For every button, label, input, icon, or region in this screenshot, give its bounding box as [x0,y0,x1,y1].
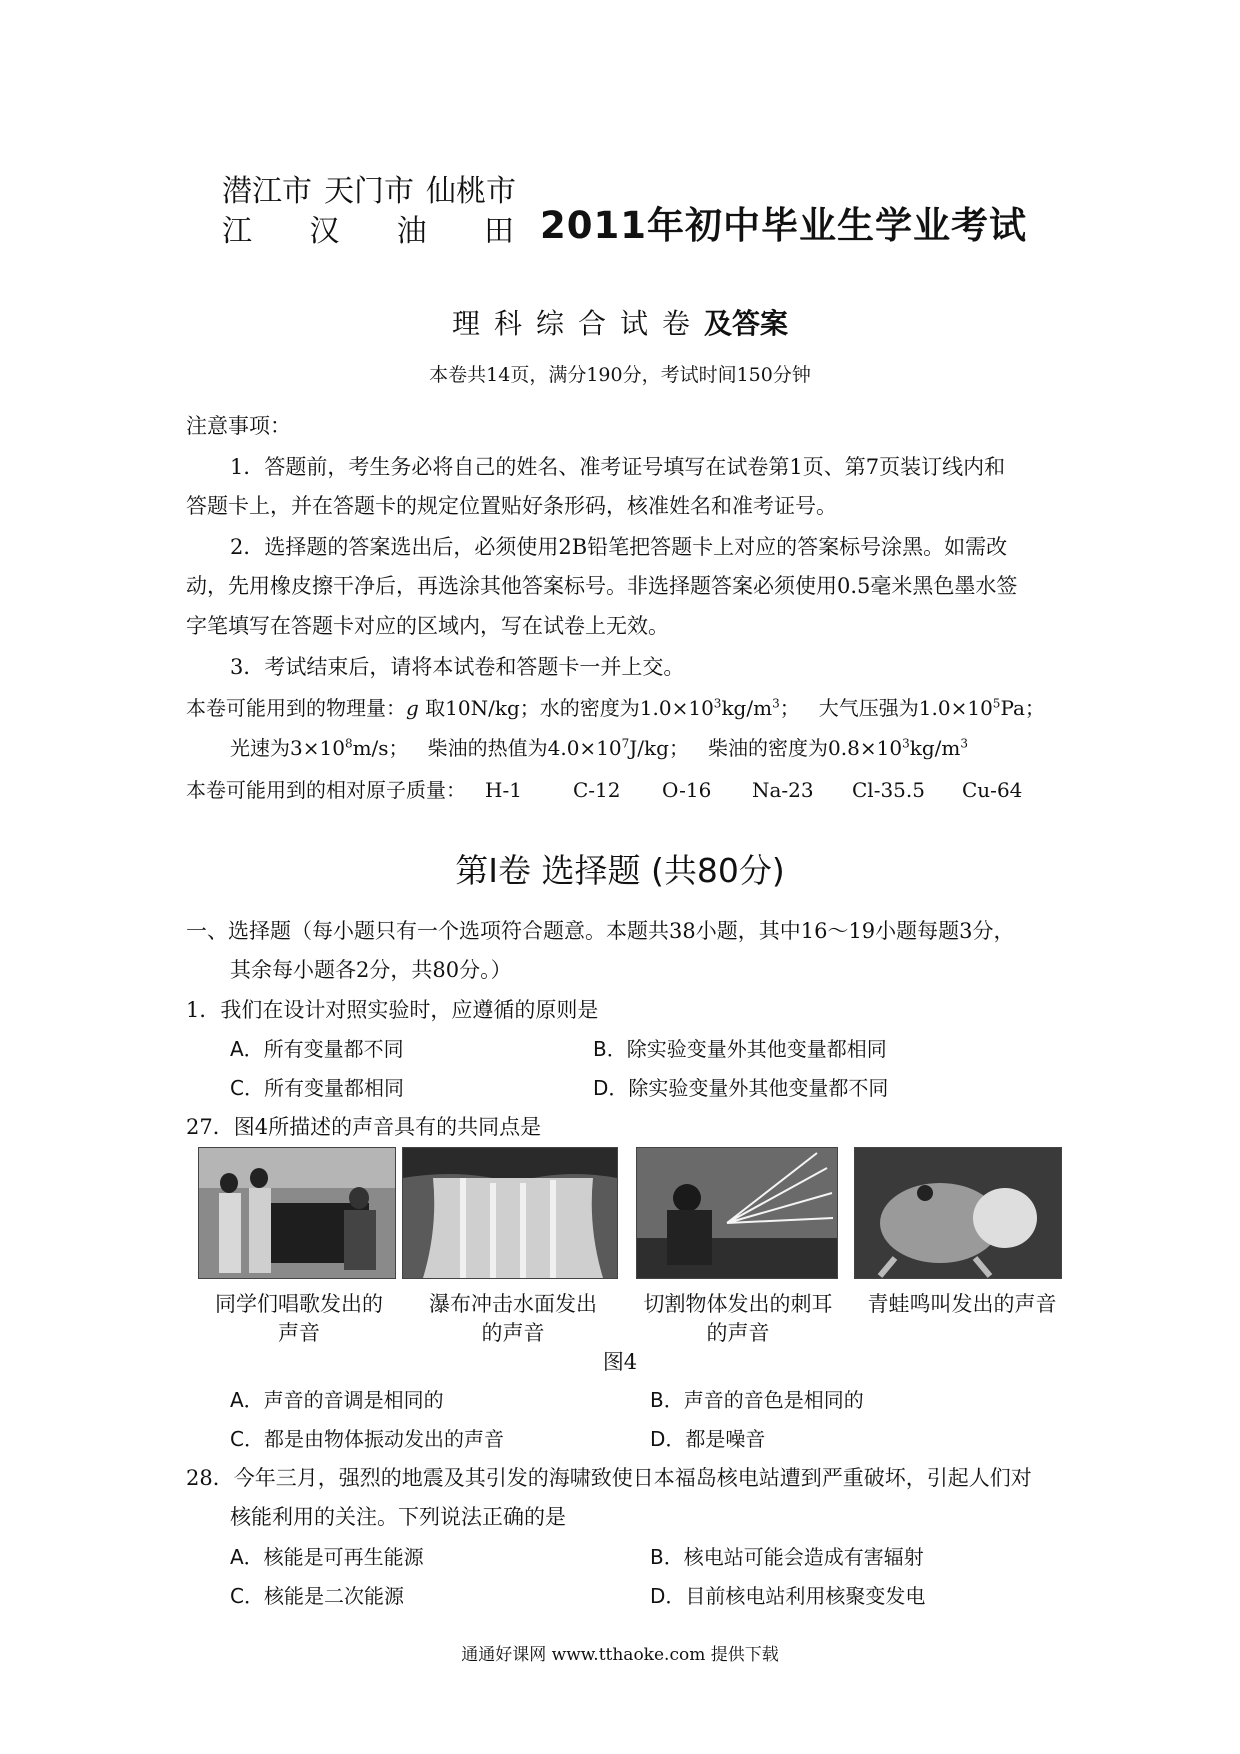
physics-label: 本卷可能用到的物理量： [186,696,406,720]
city-xiantao: 仙桃市 [426,174,516,209]
caption-cutting: 切割物体发出的刺耳的声音 [643,1292,833,1345]
note-1-line-1: 1．答题前，考生务必将自己的姓名、准考证号填写在试卷第1页、第7页装订线内和 [230,455,1006,479]
light-unit: m/s； [352,736,409,760]
students-singing-image [199,1148,395,1278]
atom-cl: Cl-35.5 [852,778,925,802]
note-1-line-2: 答题卡上，并在答题卡的规定位置贴好条形码，核准姓名和准考证号。 [186,494,837,518]
caption-waterfall: 瀑布冲击水面发出的声音 [429,1292,597,1345]
exp-diesel-density-unit: 3 [960,736,968,751]
q1-option-c: C．所有变量都相同 [230,1076,404,1100]
caption-singing: 同学们唱歌发出的声音 [215,1292,383,1345]
diesel-density-unit: kg/m [909,736,961,760]
char-tian: 田 [483,214,514,249]
note-2-line-1: 2．选择题的答案选出后，必须使用2B铅笔把答题卡上对应的答案标号涂黑。如需改 [230,535,1008,559]
physics-constants-line-1 [186,694,1045,722]
atom-h: H-1 [485,778,522,802]
page-info: 本卷共14页，满分190分，考试时间150分钟 [429,364,811,386]
physics-constants-line-2 [230,734,968,762]
diesel-heat-unit: J/kg； [629,736,689,760]
note-2-line-2: 动，先用橡皮擦干净后，再选涂其他答案标号。非选择题答案必须使用0.5毫米黑色墨水签 [186,574,1018,598]
g-value: 取10N/kg；水的密度为1.0×10 [425,696,714,720]
char-han: 汉 [309,214,340,249]
note-2-line-3: 字笔填写在答题卡对应的区域内，写在试卷上无效。 [186,614,669,638]
q27-stem: 27．图4所描述的声音具有的共同点是 [186,1115,542,1139]
exp-light: 8 [344,736,353,751]
q1-option-a: A．所有变量都不同 [230,1037,404,1061]
region-line-1 [222,172,516,212]
atom-na: Na-23 [752,778,814,802]
q28-option-c: C．核能是二次能源 [230,1584,404,1608]
chem-label: 本卷可能用到的相对原子质量： [186,778,466,802]
diesel-heat-value: 柴油的热值为4.0×10 [427,736,622,760]
q27-option-b: B．声音的音色是相同的 [650,1388,864,1412]
q28-option-a: A．核能是可再生能源 [230,1545,424,1569]
section-intro-line-2: 其余每小题各2分，共80分。） [230,958,512,982]
subtitle-answers: 及答案 [704,307,789,340]
photo-waterfall [402,1147,618,1279]
city-qianjiang: 潜江市 [222,174,312,209]
note-3: 3．考试结束后，请将本试卷和答题卡一并上交。 [230,655,685,679]
city-tianmen: 天门市 [324,174,414,209]
exam-title: 2011年初中毕业生学业考试 [540,204,1027,247]
exp-water: 3 [713,696,722,711]
paper-subtitle [0,302,1240,342]
q1-option-d: D．除实验变量外其他变量都不同 [593,1076,889,1100]
exp-diesel-density: 3 [902,736,910,751]
atom-cu: Cu-64 [962,778,1023,802]
waterfall-image [403,1148,617,1278]
photo-cutting-sparks [636,1147,838,1279]
chem-constants [186,776,466,804]
exp-atm: 5 [992,696,1001,711]
exp-diesel-heat: 7 [621,736,630,751]
q27-option-a: A．声音的音调是相同的 [230,1388,444,1412]
q28-option-b: B．核电站可能会造成有害辐射 [650,1545,924,1569]
footer-source: 通通好课网 www.tthaoke.com 提供下载 [461,1645,779,1665]
exp-water-unit: 3 [772,696,780,711]
char-jiang: 江 [222,214,252,249]
atm-unit: Pa； [1000,696,1045,720]
section-intro-line-1: 一、选择题（每小题只有一个选项符合题意。本题共38小题，其中16～19小题每题3分， [186,919,1015,943]
caption-frog: 青蛙鸣叫发出的声音 [867,1292,1057,1316]
atom-o: O-16 [662,778,712,802]
q28-stem-line-1: 28．今年三月，强烈的地震及其引发的海啸致使日本福岛核电站遭到严重破坏，引起人们对 [186,1466,1032,1490]
q27-option-d: D．都是噪音 [650,1427,766,1451]
q1-option-b: B．除实验变量外其他变量都相同 [593,1037,887,1061]
q1-stem: 1．我们在设计对照实验时，应遵循的原则是 [186,998,599,1022]
atom-c: C-12 [573,778,621,802]
photo-students-singing [198,1147,396,1279]
subtitle-science: 理科综合试卷 [451,307,704,340]
frog-croaking-image [855,1148,1061,1278]
region-names [222,172,516,252]
light-value: 光速为3×10 [230,736,345,760]
region-line-2 [222,212,514,252]
photo-frog-croaking [854,1147,1062,1279]
unit-water: kg/m [721,696,773,720]
figure-4-label: 图4 [602,1350,638,1374]
diesel-density-value: 柴油的密度为0.8×10 [708,736,903,760]
section-heading: 第Ⅰ卷 选择题 (共80分) [455,851,785,890]
char-you: 油 [396,214,427,249]
q27-option-c: C．都是由物体振动发出的声音 [230,1427,504,1451]
notes-heading: 注意事项： [186,414,291,438]
q28-stem-line-2: 核能利用的关注。下列说法正确的是 [230,1505,566,1529]
atm-value: 大气压强为1.0×10 [818,696,993,720]
q28-option-d: D．目前核电站利用核聚变发电 [650,1584,926,1608]
cutting-sparks-image [637,1148,837,1278]
g-symbol: g [406,696,419,720]
sep-1: ； [779,696,800,720]
